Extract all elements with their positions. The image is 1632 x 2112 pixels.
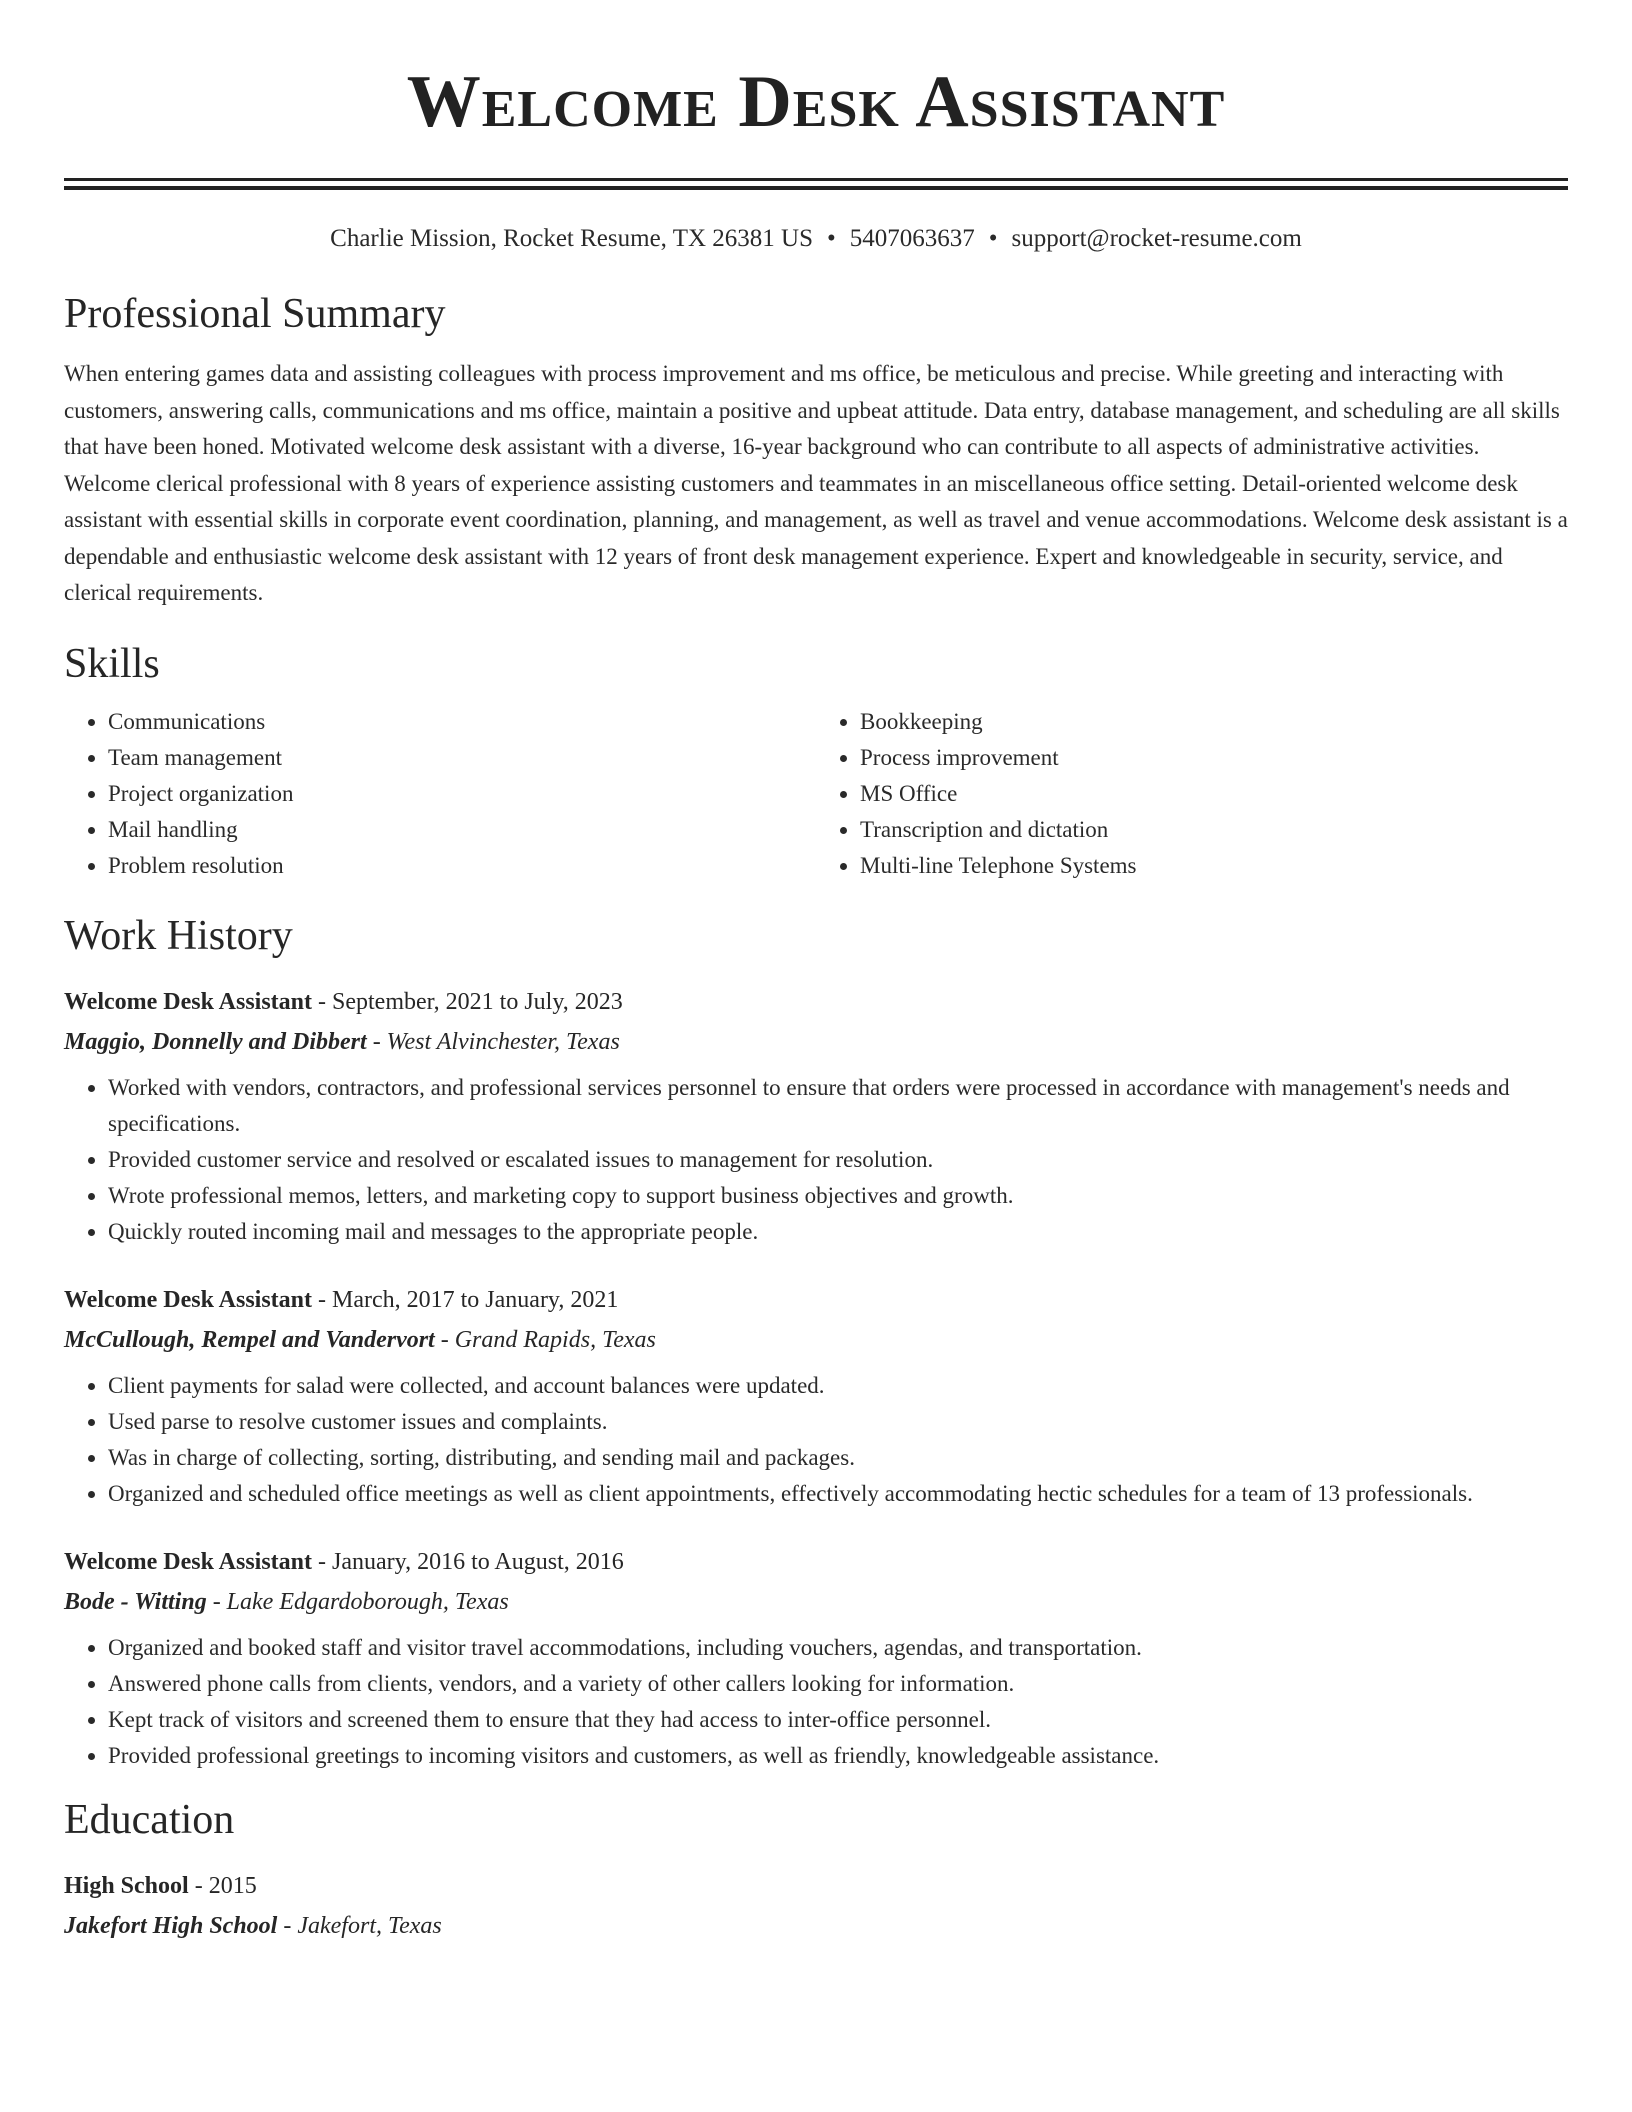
skill-item: • MS Office xyxy=(860,776,1568,812)
work-history-heading: Work History xyxy=(64,912,293,959)
job-title: Welcome Desk Assistant xyxy=(64,988,312,1015)
job-company: McCullough, Rempel and Vandervort xyxy=(64,1326,435,1353)
skills-right-list xyxy=(816,704,1568,884)
skills-columns xyxy=(64,704,1568,884)
summary-heading: Professional Summary xyxy=(64,291,446,337)
job-bullet: • Quickly routed incoming mail and messages to the appropriate people. xyxy=(108,1214,1568,1250)
job-title: Welcome Desk Assistant xyxy=(64,1548,312,1575)
skill-item: • Multi-line Telephone Systems xyxy=(860,848,1568,884)
skill-item: • Transcription and dictation xyxy=(860,812,1568,848)
job-bullet: • Client payments for salad were collected, and account balances were updated. xyxy=(108,1368,1568,1404)
job-bullets xyxy=(64,1630,1568,1774)
education-school-line xyxy=(64,1906,1568,1946)
skill-item: • Problem resolution xyxy=(108,848,816,884)
skills-left-list xyxy=(64,704,816,884)
contact-separator: • xyxy=(827,225,836,252)
skill-item: • Mail handling xyxy=(108,812,816,848)
resume-title: Welcome Desk Assistant xyxy=(406,61,1226,143)
education-location: - Jakefort, Texas xyxy=(277,1912,442,1939)
job-bullet: • Answered phone calls from clients, vendors, and a variety of other callers looking for information. xyxy=(108,1666,1568,1702)
job-bullet: • Wrote professional memos, letters, and marketing copy to support business objectives and growth. xyxy=(108,1178,1568,1214)
job-bullet: • Used parse to resolve customer issues and complaints. xyxy=(108,1404,1568,1440)
job-company-line xyxy=(64,1022,1568,1062)
job-entry xyxy=(64,1542,1568,1774)
job-dates: - September, 2021 to July, 2023 xyxy=(312,988,623,1015)
job-title-line xyxy=(64,1280,1568,1320)
education-year: - 2015 xyxy=(188,1872,257,1899)
job-entry xyxy=(64,1280,1568,1512)
contact-phone: 5407063637 xyxy=(849,225,975,252)
contact-line xyxy=(64,222,1568,256)
job-bullet: • Organized and scheduled office meetings as well as client appointments, effectively accommodating hectic schedules for a team of 13 professionals. xyxy=(108,1476,1568,1512)
job-company: Bode - Witting xyxy=(64,1588,207,1615)
job-location: - Grand Rapids, Texas xyxy=(434,1326,656,1353)
skill-item: • Process improvement xyxy=(860,740,1568,776)
contact-address: Charlie Mission, Rocket Resume, TX 26381 US xyxy=(330,225,814,252)
skill-item: • Communications xyxy=(108,704,816,740)
skill-item: • Team management xyxy=(108,740,816,776)
education-heading: Education xyxy=(64,1796,235,1843)
job-entry xyxy=(64,982,1568,1250)
job-title-line xyxy=(64,1542,1568,1582)
job-title-line xyxy=(64,982,1568,1022)
job-dates: - March, 2017 to January, 2021 xyxy=(312,1286,619,1313)
title-double-rule xyxy=(64,178,1568,190)
summary-text: When entering games data and assisting colleagues with process improvement and ms office, be meticulous and precise. While greeting and interacting with customers, answering calls, communications and ms office, maintain a positive and upbeat attitude. Data entry, database management, and scheduling are all skills that have been honed. Motivated welcome desk assistant with a diverse, 16-year background who can contribute to all aspects of administrative activities. Welcome clerical professional with 8 years of experience assisting customers and teammates in an miscellaneous office setting. Detail-oriented welcome desk assistant with essential skills in corporate event coordination, planning, and management, as well as travel and venue accommodations. Welcome desk assistant is a dependable and enthusiastic welcome desk assistant with 12 years of front desk management experience. Expert and knowledgeable in security, service, and clerical requirements. xyxy=(64,361,1568,605)
job-bullet: • Kept track of visitors and screened them to ensure that they had access to inter-office personnel. xyxy=(108,1702,1568,1738)
job-title: Welcome Desk Assistant xyxy=(64,1286,312,1313)
job-location: - Lake Edgardoborough, Texas xyxy=(206,1588,509,1615)
job-bullet: • Organized and booked staff and visitor travel accommodations, including vouchers, agendas, and transportation. xyxy=(108,1630,1568,1666)
education-entry xyxy=(64,1866,1568,1946)
job-dates: - January, 2016 to August, 2016 xyxy=(312,1548,624,1575)
job-location: - West Alvinchester, Texas xyxy=(366,1028,620,1055)
education-school: Jakefort High School xyxy=(64,1912,278,1939)
job-bullet: • Worked with vendors, contractors, and professional services personnel to ensure that orders were processed in accordance with management's needs and specifications. xyxy=(108,1070,1568,1142)
contact-email: support@rocket-resume.com xyxy=(1011,225,1302,252)
job-company-line xyxy=(64,1582,1568,1622)
job-bullets xyxy=(64,1070,1568,1250)
skill-item: • Bookkeeping xyxy=(860,704,1568,740)
job-bullets xyxy=(64,1368,1568,1512)
skills-heading: Skills xyxy=(64,640,160,687)
job-company-line xyxy=(64,1320,1568,1360)
job-company: Maggio, Donnelly and Dibbert xyxy=(64,1028,367,1055)
job-bullet: • Was in charge of collecting, sorting, distributing, and sending mail and packages. xyxy=(108,1440,1568,1476)
job-bullet: • Provided customer service and resolved or escalated issues to management for resolution. xyxy=(108,1142,1568,1178)
contact-separator: • xyxy=(988,225,998,252)
skill-item: • Project organization xyxy=(108,776,816,812)
education-degree: High School xyxy=(64,1872,189,1899)
education-degree-line xyxy=(64,1866,1568,1906)
job-bullet: • Provided professional greetings to incoming visitors and customers, as well as friendly, knowledgeable assistance. xyxy=(108,1738,1568,1774)
